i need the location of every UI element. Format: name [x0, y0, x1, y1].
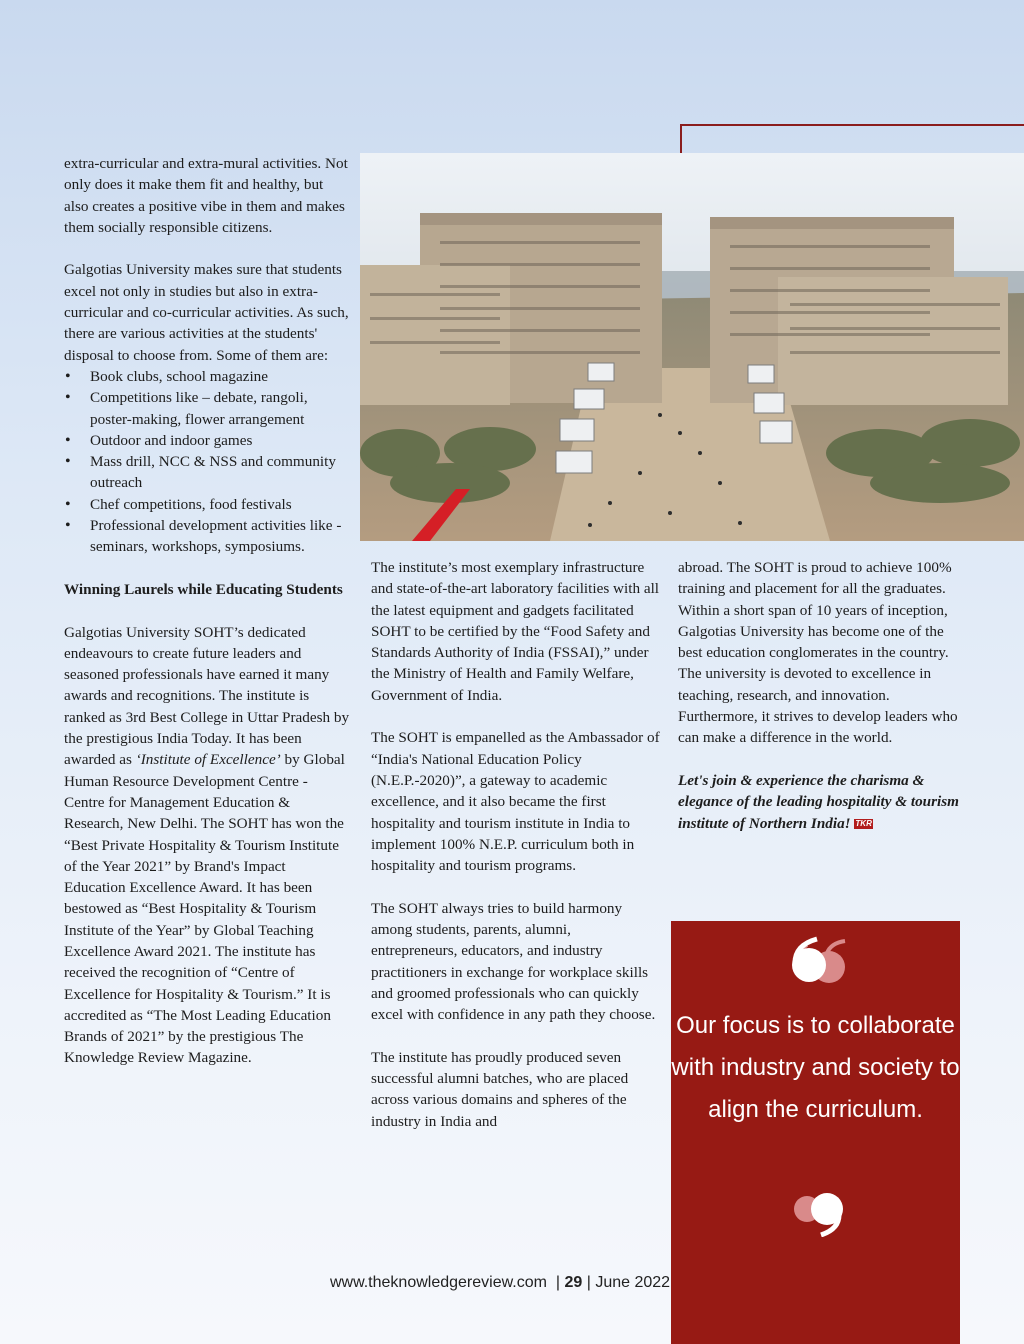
decorative-frame-line — [680, 124, 1024, 126]
footer-separator: | — [555, 1274, 560, 1291]
list-item: • Competitions like – debate, rangoli, poster-making, flower arrangement — [64, 387, 350, 430]
article-column-3 — [678, 557, 963, 834]
close-quote-icon — [791, 1189, 847, 1237]
page-number: 29 — [564, 1274, 583, 1291]
article-column-2 — [371, 557, 661, 1132]
closing-statement: Let's join & experience the charisma & elegance of the leading hospitality & tourism institute of Northern India! TKR — [678, 771, 959, 832]
paragraph: The SOHT is empanelled as the Ambassador of “India's National Education Policy (N.E.P.-2020)”, a gateway to academic excellence, and it also became the first hospitality and tourism institute in India to implement 100% N.E.P. curriculum both in hospitality and tourism programs. — [371, 729, 660, 875]
tkr-logo-icon: TKR — [855, 818, 872, 828]
section-heading: Winning Laurels while Educating Students — [64, 580, 343, 598]
paragraph: Galgotias University makes sure that students excel not only in studies but also in extra-curricular and co-curricular activities. As such, there are various activities at the students' disposal to choose from. Some of them are: — [64, 261, 349, 364]
campus-aerial-photo — [360, 153, 1024, 541]
list-item: • Outdoor and indoor games — [64, 430, 350, 451]
open-quote-icon — [787, 935, 853, 985]
paragraph: The SOHT always tries to build harmony among students, parents, alumni, entrepreneurs, educators, and industry practitioners in exchange for workplace skills and groomed professionals who can quickly excel with confidence in any path they choose. — [371, 899, 656, 1024]
paragraph: The institute has proudly produced seven successful alumni batches, who are placed across various domains and spheres of the industry in India and — [371, 1048, 629, 1130]
activities-list — [64, 366, 350, 558]
list-item: • Chef competitions, food festivals — [64, 494, 350, 515]
paragraph: Galgotias University SOHT’s dedicated endeavours to create future leaders and seasoned professionals have earned it many awards and recognitions. The institute is ranked as 3rd Best College in Uttar Pradesh by the prestigious India Today. It has been awarded as ‘Institute of Excellence’ by Global Human Resource Development Centre - Centre for Management Education & Research, New Delhi. The SOHT has won the “Best Private Hospitality & Tourism Institute of the Year 2021” by Brand's Impact Education Excellence Award. It has been bestowed as “Best Hospitality & Tourism Institute of the Year” by Global Teaching Excellence Award 2021. The institute has received the recognition of “Centre of Excellence for Hospitality & Tourism.” It is accredited as “The Most Leading Education Brands of 2021” by the prestigious The Knowledge Review Magazine. — [64, 623, 350, 1067]
award-name: ‘Institute of Excellence’ — [135, 751, 281, 769]
issue-date: June 2022 — [595, 1274, 671, 1291]
page-footer — [0, 1274, 1000, 1292]
paragraph: extra-curricular and extra-mural activities. Not only does it make them fit and healthy, but also creates a positive vibe in them and makes them socially responsible citizens. — [64, 155, 348, 236]
paragraph: abroad. The SOHT is proud to achieve 100% training and placement for all the graduates. Within a short span of 10 years of inception, Galgotias University has become one of the best education conglomerates in the country. The university is devoted to excellence in teaching, research, and innovation. Furthermore, it strives to develop leaders who can make a difference in the world. — [678, 559, 958, 747]
pull-quote-text: Our focus is to collaborate with industry and society to align the curriculum. — [671, 1012, 960, 1123]
list-item: • Mass drill, NCC & NSS and community outreach — [64, 451, 350, 494]
article-column-1 — [64, 153, 350, 1069]
list-item: • Professional development activities like - seminars, workshops, symposiums. — [64, 515, 350, 558]
decorative-frame-line — [680, 124, 682, 154]
footer-separator: | — [586, 1274, 591, 1291]
website-url: www.theknowledgereview.com — [329, 1274, 547, 1291]
list-item: • Book clubs, school magazine — [64, 366, 350, 387]
paragraph: The institute’s most exemplary infrastructure and state-of-the-art laboratory facilities with all the latest equipment and gadgets facilitated SOHT to be certified by the “Food Safety and Standards Authority of India (FSSAI),” under the Ministry of Health and Family Welfare, Government of India. — [371, 559, 660, 704]
